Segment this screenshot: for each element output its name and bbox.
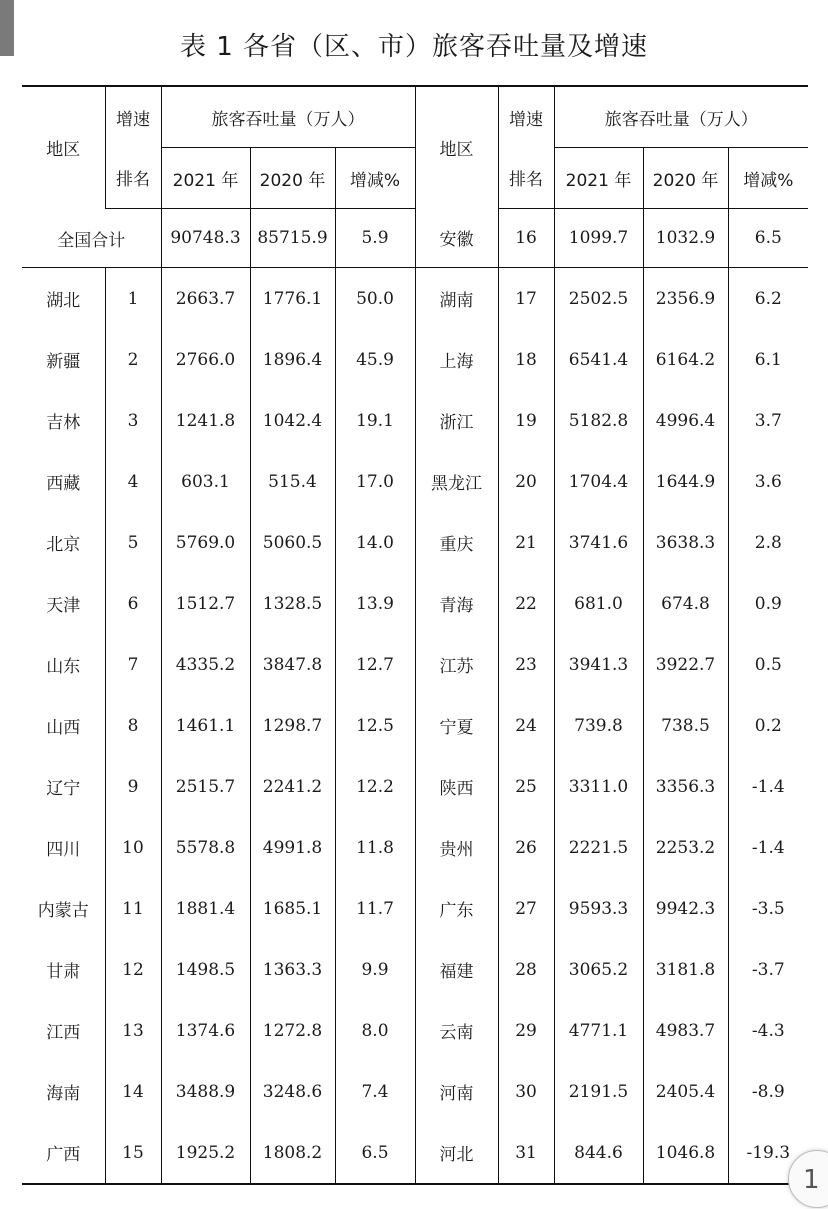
change-pct: -19.3 — [728, 1122, 808, 1184]
value-2020: 1685.1 — [250, 878, 335, 939]
region-name: 甘肃 — [46, 962, 81, 982]
table-row — [22, 939, 808, 1000]
rank-cell: 17 — [498, 268, 554, 330]
value-2021: 1704.4 — [554, 451, 643, 512]
region-name: 广西 — [22, 1122, 105, 1184]
header-throughput-right: 旅客吞吐量（万人） — [554, 86, 808, 148]
region-name: 江苏 — [415, 634, 498, 695]
change-pct: 3.6 — [728, 451, 808, 512]
table-row — [22, 451, 808, 512]
region-name: 吉林 — [46, 413, 81, 433]
change-pct: 7.4 — [335, 1061, 415, 1122]
region-name: 云南 — [415, 1000, 498, 1061]
rank-cell: 25 — [498, 756, 554, 817]
region-name: 辽宁 — [46, 779, 81, 799]
value-2021: 2515.7 — [161, 756, 250, 817]
region-name: 湖北 — [46, 291, 81, 311]
value-2020: 674.8 — [643, 573, 728, 634]
value-2021: 1512.7 — [161, 573, 250, 634]
header-row-1 — [22, 86, 808, 148]
value-2020: 2356.9 — [643, 268, 728, 330]
value-2020: 1272.8 — [250, 1000, 335, 1061]
region-name: 北京 — [46, 535, 81, 555]
region-name: 内蒙古 — [37, 901, 89, 921]
table-row — [22, 1122, 808, 1184]
change-pct: 6.5 — [335, 1122, 415, 1184]
value-2021: 1374.6 — [161, 1000, 250, 1061]
change-pct: 3.7 — [728, 390, 808, 451]
rank-cell: 3 — [105, 390, 161, 451]
rank-cell: 13 — [105, 1000, 161, 1061]
value-2021: 1241.8 — [161, 390, 250, 451]
value-2021: 5769.0 — [161, 512, 250, 573]
rank-cell: 30 — [498, 1061, 554, 1122]
rank-cell: 24 — [498, 695, 554, 756]
table-row — [22, 634, 808, 695]
rank-cell: 28 — [498, 939, 554, 1000]
region-name: 上海 — [415, 329, 498, 390]
rank-cell: 20 — [498, 451, 554, 512]
table-row — [22, 329, 808, 390]
value-2021: 3065.2 — [554, 939, 643, 1000]
rank-cell: 14 — [105, 1061, 161, 1122]
change-pct: 11.8 — [335, 817, 415, 878]
region-name: 浙江 — [415, 390, 498, 451]
change-pct: 0.2 — [728, 695, 808, 756]
change-pct: 6.2 — [728, 268, 808, 330]
rank-cell: 27 — [498, 878, 554, 939]
value-2021: 6541.4 — [554, 329, 643, 390]
region-name: 海南 — [46, 1084, 81, 1104]
change-pct: 11.7 — [335, 878, 415, 939]
change-pct: -1.4 — [728, 756, 808, 817]
change-pct: -3.7 — [728, 939, 808, 1000]
change-pct: 9.9 — [335, 939, 415, 1000]
change-pct: 50.0 — [335, 268, 415, 330]
value-2021: 3311.0 — [554, 756, 643, 817]
rank-cell: 16 — [498, 209, 554, 268]
region-name: 贵州 — [415, 817, 498, 878]
header-region-left: 地区 — [22, 86, 105, 209]
value-2021: 2221.5 — [554, 817, 643, 878]
change-pct: 12.2 — [335, 756, 415, 817]
value-2020: 515.4 — [250, 451, 335, 512]
throughput-table — [22, 85, 808, 1185]
value-2021: 739.8 — [554, 695, 643, 756]
region-name: 河南 — [415, 1061, 498, 1122]
change-pct: -4.3 — [728, 1000, 808, 1061]
value-2021: 2191.5 — [554, 1061, 643, 1122]
change-pct: 45.9 — [335, 329, 415, 390]
value-2020: 2405.4 — [643, 1061, 728, 1122]
value-2020: 3248.6 — [250, 1061, 335, 1122]
value-2021: 1461.1 — [161, 695, 250, 756]
header-rank-top-right: 增速 — [498, 86, 554, 148]
change-pct: 19.1 — [335, 390, 415, 451]
change-pct: 2.8 — [728, 512, 808, 573]
region-name: 安徽 — [415, 209, 498, 268]
value-2021: 2502.5 — [554, 268, 643, 330]
change-pct: 14.0 — [335, 512, 415, 573]
region-name: 广东 — [415, 878, 498, 939]
region-name: 山西 — [46, 718, 81, 738]
total-2020: 85715.9 — [250, 209, 335, 268]
value-2020: 1042.4 — [250, 390, 335, 451]
value-2020: 738.5 — [643, 695, 728, 756]
rank-cell: 31 — [498, 1122, 554, 1184]
table-row — [22, 756, 808, 817]
value-2020: 3356.3 — [643, 756, 728, 817]
value-2020: 1363.3 — [250, 939, 335, 1000]
rank-cell: 12 — [105, 939, 161, 1000]
value-2021: 1925.2 — [161, 1122, 250, 1184]
header-rank-bottom-right: 排名 — [498, 148, 554, 209]
change-pct: 12.7 — [335, 634, 415, 695]
header-2020-left: 2020 年 — [250, 148, 335, 209]
total-2021: 90748.3 — [161, 209, 250, 268]
value-2021: 9593.3 — [554, 878, 643, 939]
rank-cell: 6 — [105, 573, 161, 634]
rank-cell: 23 — [498, 634, 554, 695]
rank-cell: 29 — [498, 1000, 554, 1061]
table-row — [22, 573, 808, 634]
region-name: 湖南 — [415, 268, 498, 330]
change-pct: 6.5 — [728, 209, 808, 268]
header-change-left: 增减% — [335, 148, 415, 209]
total-label: 全国合计 — [22, 209, 161, 268]
total-change: 5.9 — [335, 209, 415, 268]
rank-cell: 2 — [105, 329, 161, 390]
value-2020: 1046.8 — [643, 1122, 728, 1184]
value-2020: 1328.5 — [250, 573, 335, 634]
total-row — [22, 209, 808, 268]
rank-cell: 7 — [105, 634, 161, 695]
table-row — [22, 1061, 808, 1122]
change-pct: -3.5 — [728, 878, 808, 939]
value-2020: 3638.3 — [643, 512, 728, 573]
header-2021-left: 2021 年 — [161, 148, 250, 209]
table-row — [22, 695, 808, 756]
value-2021: 603.1 — [161, 451, 250, 512]
value-2020: 2241.2 — [250, 756, 335, 817]
value-2021: 844.6 — [554, 1122, 643, 1184]
scroll-indicator[interactable]: 1 — [788, 1150, 828, 1208]
header-2021-right: 2021 年 — [554, 148, 643, 209]
value-2021: 3488.9 — [161, 1061, 250, 1122]
region-name: 天津 — [46, 596, 81, 616]
value-2020: 3181.8 — [643, 939, 728, 1000]
region-name: 青海 — [415, 573, 498, 634]
value-2020: 1644.9 — [643, 451, 728, 512]
rank-cell: 19 — [498, 390, 554, 451]
value-2021: 3741.6 — [554, 512, 643, 573]
value-2021: 5578.8 — [161, 817, 250, 878]
value-2020: 1298.7 — [250, 695, 335, 756]
value-2020: 9942.3 — [643, 878, 728, 939]
region-name: 山东 — [46, 657, 81, 677]
value-2020: 4983.7 — [643, 1000, 728, 1061]
value-2021: 1881.4 — [161, 878, 250, 939]
value-2021: 4771.1 — [554, 1000, 643, 1061]
rank-cell: 22 — [498, 573, 554, 634]
value-2020: 3922.7 — [643, 634, 728, 695]
header-rank-top-left: 增速 — [105, 86, 161, 148]
rank-cell: 21 — [498, 512, 554, 573]
region-name: 宁夏 — [415, 695, 498, 756]
table-row — [22, 1000, 808, 1061]
value-2021: 5182.8 — [554, 390, 643, 451]
value-2020: 1896.4 — [250, 329, 335, 390]
rank-cell: 1 — [105, 268, 161, 330]
value-2020: 1808.2 — [250, 1122, 335, 1184]
region-name: 江西 — [46, 1023, 81, 1043]
change-pct: 8.0 — [335, 1000, 415, 1061]
header-region-right: 地区 — [415, 86, 498, 209]
rank-cell: 15 — [105, 1122, 161, 1184]
change-pct: 12.5 — [335, 695, 415, 756]
region-name: 四川 — [46, 840, 81, 860]
rank-cell: 11 — [105, 878, 161, 939]
change-pct: 0.5 — [728, 634, 808, 695]
table-row — [22, 268, 808, 330]
rank-cell: 8 — [105, 695, 161, 756]
value-2021: 4335.2 — [161, 634, 250, 695]
change-pct: 17.0 — [335, 451, 415, 512]
value-2021: 2766.0 — [161, 329, 250, 390]
value-2020: 5060.5 — [250, 512, 335, 573]
rank-cell: 9 — [105, 756, 161, 817]
region-name: 河北 — [415, 1122, 498, 1184]
table-row — [22, 390, 808, 451]
value-2021: 1498.5 — [161, 939, 250, 1000]
rank-cell: 4 — [105, 451, 161, 512]
value-2020: 2253.2 — [643, 817, 728, 878]
value-2021: 2663.7 — [161, 268, 250, 330]
rank-cell: 5 — [105, 512, 161, 573]
table-row — [22, 817, 808, 878]
value-2020: 3847.8 — [250, 634, 335, 695]
rank-cell: 18 — [498, 329, 554, 390]
value-2021: 3941.3 — [554, 634, 643, 695]
value-2020: 6164.2 — [643, 329, 728, 390]
change-pct: 13.9 — [335, 573, 415, 634]
region-name: 重庆 — [415, 512, 498, 573]
header-2020-right: 2020 年 — [643, 148, 728, 209]
value-2020: 4996.4 — [643, 390, 728, 451]
header-throughput-left: 旅客吞吐量（万人） — [161, 86, 415, 148]
value-2020: 4991.8 — [250, 817, 335, 878]
value-2020: 1032.9 — [643, 209, 728, 268]
region-name: 西藏 — [46, 474, 81, 494]
region-name: 陕西 — [415, 756, 498, 817]
region-name: 新疆 — [46, 352, 81, 372]
value-2020: 1776.1 — [250, 268, 335, 330]
table-row — [22, 878, 808, 939]
region-name: 黑龙江 — [415, 451, 498, 512]
rank-cell: 26 — [498, 817, 554, 878]
header-change-right: 增减% — [728, 148, 808, 209]
region-name: 福建 — [415, 939, 498, 1000]
table-title: 表 1 各省（区、市）旅客吞吐量及增速 — [179, 32, 649, 62]
header-rank-bottom-left: 排名 — [105, 148, 161, 209]
change-pct: 6.1 — [728, 329, 808, 390]
change-pct: -1.4 — [728, 817, 808, 878]
change-pct: 0.9 — [728, 573, 808, 634]
change-pct: -8.9 — [728, 1061, 808, 1122]
rank-cell: 10 — [105, 817, 161, 878]
table-row — [22, 512, 808, 573]
value-2021: 1099.7 — [554, 209, 643, 268]
value-2021: 681.0 — [554, 573, 643, 634]
